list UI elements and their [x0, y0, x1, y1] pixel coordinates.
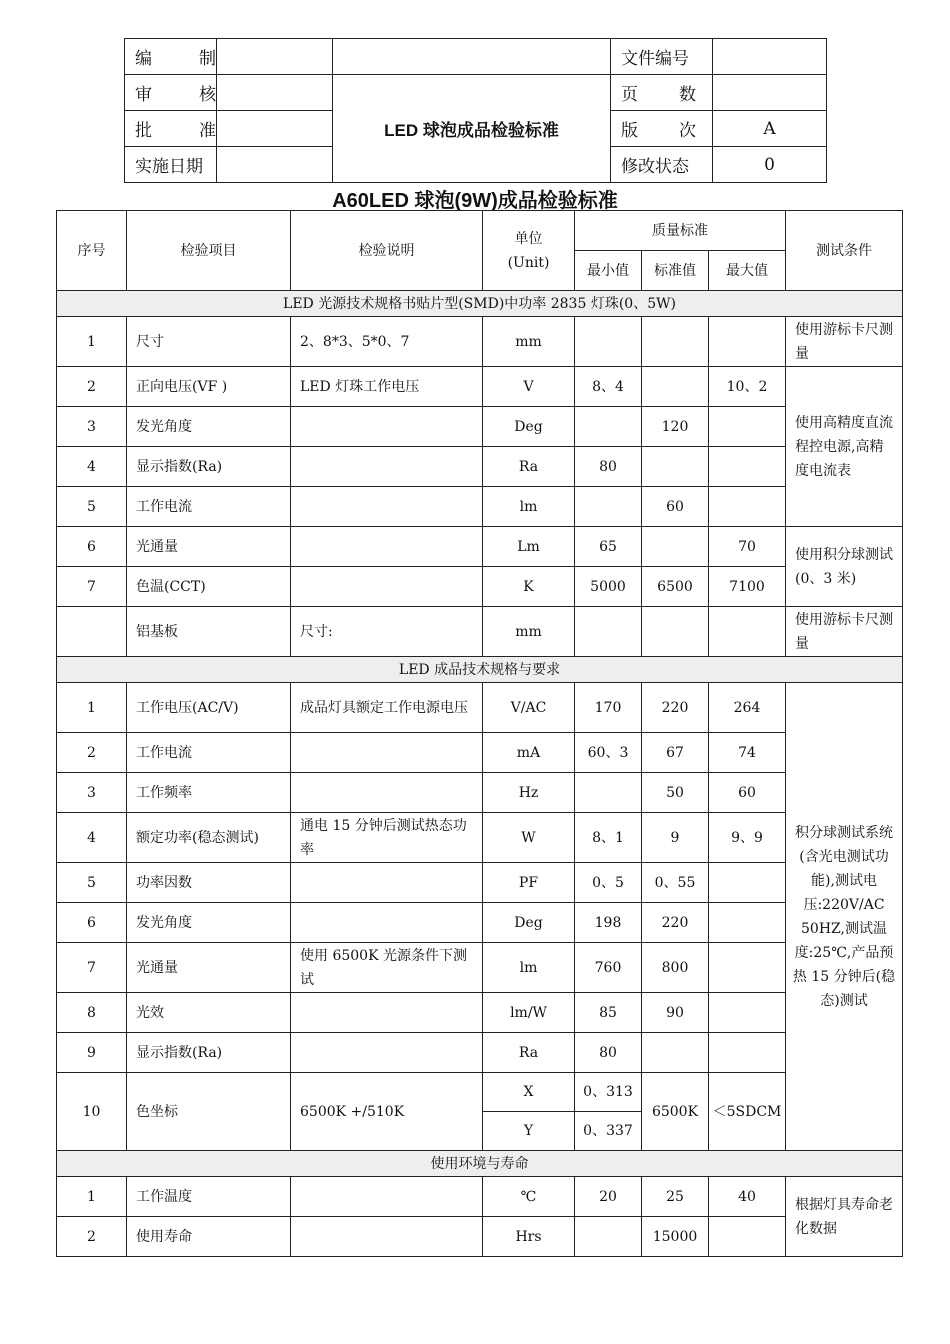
- cell-item: 显示指数(Ra): [127, 447, 291, 487]
- cell-unit: Y: [483, 1112, 575, 1151]
- table-row: [57, 1073, 903, 1112]
- table-row: [57, 683, 903, 733]
- cell-min: [575, 487, 642, 527]
- cell-cond: 根据灯具寿命老化数据: [786, 1177, 903, 1257]
- cell-no: 1: [57, 317, 127, 367]
- cell-unit: PF: [483, 863, 575, 903]
- cell-min: [575, 607, 642, 657]
- cell-max: [709, 447, 786, 487]
- cell-no: 5: [57, 487, 127, 527]
- compiled-value: [217, 39, 333, 75]
- cell-cond: 使用高精度直流程控电源,高精度电流表: [786, 367, 903, 527]
- cell-desc: [291, 407, 483, 447]
- cell-item: 使用寿命: [127, 1217, 291, 1257]
- cell-desc: [291, 447, 483, 487]
- cell-desc: LED 灯珠工作电压: [291, 367, 483, 407]
- table-row: [57, 447, 903, 487]
- col-cond: 测试条件: [786, 211, 903, 291]
- cell-desc: [291, 1217, 483, 1257]
- cell-std: 220: [642, 903, 709, 943]
- cell-max: [709, 487, 786, 527]
- cell-item: 光效: [127, 993, 291, 1033]
- version-value: A: [713, 111, 827, 147]
- cell-desc: [291, 993, 483, 1033]
- cell-no: 7: [57, 567, 127, 607]
- col-max: 最大值: [709, 251, 786, 291]
- cell-min: [575, 407, 642, 447]
- cell-desc: [291, 487, 483, 527]
- cell-min: 0、313: [575, 1073, 642, 1112]
- cell-item: 色坐标: [127, 1073, 291, 1151]
- cell-std: 90: [642, 993, 709, 1033]
- cell-item: 工作电流: [127, 487, 291, 527]
- cell-item: 正向电压(VF ): [127, 367, 291, 407]
- inspection-table: [56, 210, 903, 1257]
- cell-unit: K: [483, 567, 575, 607]
- cell-min: 60、3: [575, 733, 642, 773]
- cell-unit: ℃: [483, 1177, 575, 1217]
- cell-desc: 6500K +/510K: [291, 1073, 483, 1151]
- cell-no: 6: [57, 527, 127, 567]
- cell-item: 显示指数(Ra): [127, 1033, 291, 1073]
- label-file-no: 文件编号: [611, 39, 713, 75]
- cell-item: 额定功率(稳态测试): [127, 813, 291, 863]
- cell-min: 170: [575, 683, 642, 733]
- table-row: [57, 943, 903, 993]
- cell-unit: lm: [483, 943, 575, 993]
- pages-value: [713, 75, 827, 111]
- cell-max: [709, 1217, 786, 1257]
- table-row: [57, 407, 903, 447]
- label-impl-date: 实施日期: [125, 147, 217, 183]
- file-no-value: [713, 39, 827, 75]
- table-row: [57, 317, 903, 367]
- cell-no: 2: [57, 733, 127, 773]
- cell-unit: Hz: [483, 773, 575, 813]
- table-row: [57, 1177, 903, 1217]
- cell-min: 5000: [575, 567, 642, 607]
- cell-std: 67: [642, 733, 709, 773]
- cell-item: 工作温度: [127, 1177, 291, 1217]
- cell-min: 20: [575, 1177, 642, 1217]
- approve-value: [217, 111, 333, 147]
- cell-unit: W: [483, 813, 575, 863]
- cell-std: 9: [642, 813, 709, 863]
- cell-std: [642, 447, 709, 487]
- cell-max: 7100: [709, 567, 786, 607]
- cell-max: [709, 993, 786, 1033]
- cell-desc: 2、8*3、5*0、7: [291, 317, 483, 367]
- review-value: [217, 75, 333, 111]
- cell-desc: [291, 903, 483, 943]
- cell-no: 2: [57, 1217, 127, 1257]
- table-row: [57, 993, 903, 1033]
- cell-no: [57, 607, 127, 657]
- table-row: [57, 487, 903, 527]
- cell-desc: [291, 733, 483, 773]
- cell-unit: Deg: [483, 903, 575, 943]
- table-row: [57, 773, 903, 813]
- col-unit: 单位 (Unit): [483, 211, 575, 291]
- cell-no: 1: [57, 1177, 127, 1217]
- cell-std: [642, 1033, 709, 1073]
- cell-desc: [291, 863, 483, 903]
- impl-date-value: [217, 147, 333, 183]
- table-row: [57, 813, 903, 863]
- table-row: [57, 367, 903, 407]
- cell-max: 40: [709, 1177, 786, 1217]
- header-title: LED 球泡成品检验标准: [333, 75, 611, 183]
- cell-unit: Lm: [483, 527, 575, 567]
- cell-max: [709, 943, 786, 993]
- cell-cond: 使用游标卡尺测量: [786, 607, 903, 657]
- cell-no: 6: [57, 903, 127, 943]
- table-row: [57, 863, 903, 903]
- cell-unit: V/AC: [483, 683, 575, 733]
- cell-desc: 使用 6500K 光源条件下测试: [291, 943, 483, 993]
- cell-desc: [291, 773, 483, 813]
- cell-unit: mA: [483, 733, 575, 773]
- cell-min: 80: [575, 1033, 642, 1073]
- cell-item: 工作电流: [127, 733, 291, 773]
- cell-unit: mm: [483, 317, 575, 367]
- cell-max: 10、2: [709, 367, 786, 407]
- cell-item: 光通量: [127, 527, 291, 567]
- cell-std: 6500: [642, 567, 709, 607]
- revision-value: 0: [713, 147, 827, 183]
- cell-unit: Ra: [483, 1033, 575, 1073]
- cell-unit: V: [483, 367, 575, 407]
- col-min: 最小值: [575, 251, 642, 291]
- section-environment-life: 使用环境与寿命: [57, 1151, 903, 1177]
- label-approve: 批 准: [125, 111, 217, 147]
- col-item: 检验项目: [127, 211, 291, 291]
- cell-max: [709, 317, 786, 367]
- cell-unit: Deg: [483, 407, 575, 447]
- cell-no: 9: [57, 1033, 127, 1073]
- cell-std: 120: [642, 407, 709, 447]
- cell-cond: 使用积分球测试(0、3 米): [786, 527, 903, 607]
- cell-item: 工作电压(AC/V): [127, 683, 291, 733]
- cell-max: 74: [709, 733, 786, 773]
- cell-min: 85: [575, 993, 642, 1033]
- cell-std: [642, 607, 709, 657]
- label-revision: 修改状态: [611, 147, 713, 183]
- cell-max: 70: [709, 527, 786, 567]
- cell-desc: [291, 1033, 483, 1073]
- cell-min: [575, 1217, 642, 1257]
- label-review: 审 核: [125, 75, 217, 111]
- document-title: A60LED 球泡(9W)成品检验标准: [332, 190, 618, 212]
- cell-max: [709, 607, 786, 657]
- cell-item: 功率因数: [127, 863, 291, 903]
- section-finished-product: LED 成品技术规格与要求: [57, 657, 903, 683]
- cell-min: [575, 773, 642, 813]
- table-row: [57, 1217, 903, 1257]
- cell-std: 0、55: [642, 863, 709, 903]
- cell-no: 3: [57, 407, 127, 447]
- cell-max: [709, 863, 786, 903]
- table-row: [57, 1033, 903, 1073]
- cell-max: 264: [709, 683, 786, 733]
- cell-unit: Hrs: [483, 1217, 575, 1257]
- header-blank: [333, 39, 611, 75]
- cell-item: 工作频率: [127, 773, 291, 813]
- cell-max: 9、9: [709, 813, 786, 863]
- cell-no: 10: [57, 1073, 127, 1151]
- cell-item: 铝基板: [127, 607, 291, 657]
- col-quality: 质量标准: [575, 211, 786, 251]
- cell-max: ＜5SDCM: [709, 1073, 786, 1151]
- cell-no: 8: [57, 993, 127, 1033]
- cell-desc: 尺寸:: [291, 607, 483, 657]
- cell-max: 60: [709, 773, 786, 813]
- cell-min: 80: [575, 447, 642, 487]
- label-version: 版 次: [611, 111, 713, 147]
- cell-min: 65: [575, 527, 642, 567]
- cell-min: 8、4: [575, 367, 642, 407]
- cell-std: 60: [642, 487, 709, 527]
- cell-unit: lm: [483, 487, 575, 527]
- cell-std: 800: [642, 943, 709, 993]
- cell-no: 5: [57, 863, 127, 903]
- table-row: [57, 733, 903, 773]
- cell-no: 1: [57, 683, 127, 733]
- cell-no: 2: [57, 367, 127, 407]
- cell-cond: 使用游标卡尺测量: [786, 317, 903, 367]
- cell-no: 7: [57, 943, 127, 993]
- cell-item: 发光角度: [127, 903, 291, 943]
- cell-min: 8、1: [575, 813, 642, 863]
- cell-cond: 积分球测试系统(含光电测试功能),测试电压:220V/AC 50HZ,测试温度:25℃,产品预热 15 分钟后(稳态)测试: [786, 683, 903, 1151]
- document-header-table: [124, 38, 827, 183]
- cell-max: [709, 903, 786, 943]
- cell-std: 25: [642, 1177, 709, 1217]
- cell-desc: [291, 527, 483, 567]
- cell-item: 光通量: [127, 943, 291, 993]
- cell-item: 发光角度: [127, 407, 291, 447]
- table-row: [57, 607, 903, 657]
- cell-unit: X: [483, 1073, 575, 1112]
- section-led-source: LED 光源技术规格书贴片型(SMD)中功率 2835 灯珠(0、5W): [57, 291, 903, 317]
- col-seq: 序号: [57, 211, 127, 291]
- cell-std: 15000: [642, 1217, 709, 1257]
- cell-std: [642, 317, 709, 367]
- cell-min: 0、5: [575, 863, 642, 903]
- cell-std: 6500K: [642, 1073, 709, 1151]
- table-row: [57, 903, 903, 943]
- cell-desc: [291, 1177, 483, 1217]
- col-std: 标准值: [642, 251, 709, 291]
- cell-desc: 成品灯具额定工作电源电压: [291, 683, 483, 733]
- cell-std: [642, 367, 709, 407]
- cell-std: 50: [642, 773, 709, 813]
- label-pages: 页 数: [611, 75, 713, 111]
- cell-desc: 通电 15 分钟后测试热态功率: [291, 813, 483, 863]
- table-row: [57, 567, 903, 607]
- label-compiled: 编 制: [125, 39, 217, 75]
- cell-min: 0、337: [575, 1112, 642, 1151]
- cell-max: [709, 407, 786, 447]
- cell-min: 760: [575, 943, 642, 993]
- cell-min: 198: [575, 903, 642, 943]
- cell-no: 4: [57, 813, 127, 863]
- cell-unit: mm: [483, 607, 575, 657]
- cell-no: 3: [57, 773, 127, 813]
- cell-std: 220: [642, 683, 709, 733]
- cell-max: [709, 1033, 786, 1073]
- cell-desc: [291, 567, 483, 607]
- cell-unit: lm/W: [483, 993, 575, 1033]
- cell-std: [642, 527, 709, 567]
- col-desc: 检验说明: [291, 211, 483, 291]
- cell-item: 尺寸: [127, 317, 291, 367]
- cell-item: 色温(CCT): [127, 567, 291, 607]
- cell-min: [575, 317, 642, 367]
- cell-unit: Ra: [483, 447, 575, 487]
- cell-no: 4: [57, 447, 127, 487]
- table-row: [57, 527, 903, 567]
